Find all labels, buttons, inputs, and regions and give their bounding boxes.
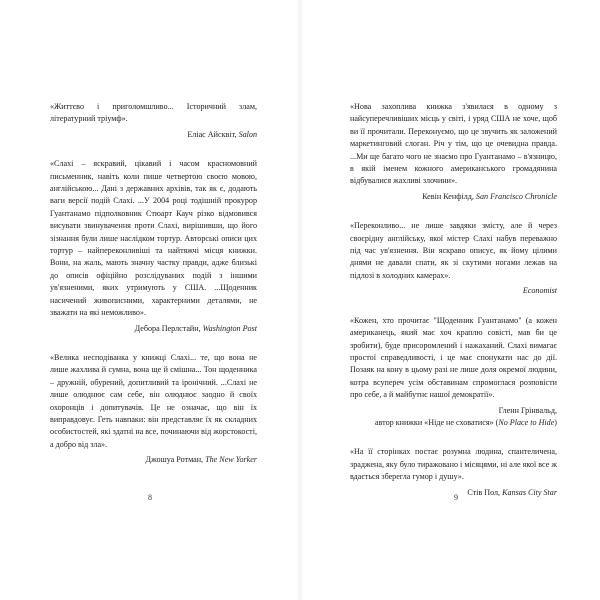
- page-number-left: 8: [148, 493, 152, 502]
- quote-author: Гленн Грінвальд,: [498, 405, 557, 415]
- quote-author: Кевін Кенфілд,: [422, 191, 474, 201]
- quote-source: Economist: [522, 286, 557, 296]
- review-quote-rothman: [50, 352, 257, 467]
- quote-source: Washington Post: [202, 323, 257, 333]
- review-quote-pearlstein: [50, 158, 257, 335]
- right-page: [300, 0, 600, 600]
- quote-source-prefix: автор книжки «Ніде не сховатися» (: [374, 417, 499, 427]
- review-quote-paul: [350, 446, 557, 499]
- quote-author: Джошуа Ротман,: [145, 455, 204, 465]
- quote-author: Стів Пол,: [467, 487, 501, 497]
- right-page-column: [350, 101, 557, 516]
- quote-text: «На її сторінках постає розумна людина, спантеличена, зраджена, яку було тиражовано і місяцями, ні але якої все ж вдається зберегла гумор і душу».: [350, 447, 557, 482]
- quote-source: Salon: [238, 129, 257, 139]
- quote-source: The New Yorker: [205, 455, 257, 465]
- review-quote-aisquith: [50, 101, 257, 141]
- quote-author: Дебора Перлстайн,: [134, 323, 201, 333]
- quote-attribution: [350, 285, 557, 297]
- quote-text: «Життєво і приголомшливо... Історичний злам, літературний тріумф».: [50, 102, 257, 124]
- quote-attribution: [50, 323, 257, 335]
- quote-attribution: [50, 454, 257, 466]
- quote-text: «Переконливо... не лише завдяки змісту, але й через своєрідну англійську, якої містер Слахі набув переважно під час ув'язнення. Він яскраво описує, як йому цілими днями не давали спати, як зі скутими ногами лежав на підлозі в холодних камерах».: [350, 221, 557, 280]
- quote-source-title: No Place to Hide: [498, 417, 555, 427]
- quote-source-suffix: ): [554, 417, 557, 427]
- quote-text: «Кожен, хто прочитає "Щоденник Гуантанамо" (а кожен американець, який має хоч краплю совісті, мав би це зробити), буде присоромлений і нажаханий. Слахі вимагає простої справедливості, і це має спонукати нас до дії. Позаяк на кону в цьому разі не лише доля окремої людини, котра всупереч усім обставинам спромоглася розповісти про себе, а й майбутнє нашої демократії».: [350, 315, 557, 400]
- quote-source: San Francisco Chronicle: [475, 191, 557, 201]
- quote-source: Kansas City Star: [502, 487, 557, 497]
- left-page-column: [50, 101, 257, 484]
- quote-text: «Нова захоплива книжка з'явилася в одному з найсуперечливіших місць у світі, і уряд США не хоче, щоб ви її прочитали. Переконуємо, що це звучить як заложений маркетинговий слоган. Річ у тім, що це очевидна правда. ...Ми ще багато чого не знаємо про Гуантанамо – в'язницю, в якій іменем кожного американського громадянина відбувалися жахливі злочини».: [350, 102, 557, 186]
- review-quote-canfield: [350, 101, 557, 203]
- review-quote-greenwald: [350, 315, 557, 430]
- quote-author: Еліас Айсквіт,: [187, 129, 237, 139]
- quote-attribution: [50, 129, 257, 141]
- quote-attribution: [350, 405, 557, 430]
- review-quote-economist: [350, 220, 557, 297]
- quote-text: «Велика несподіванка у книжці Слахі... те, що вона не лише жахлива й сумна, вона ще й смішна... Тон щоденника – дружній, обурений, допитливий та іронічний. ...Слахі не лише олюднює сам себе, він олюднює заодно й своїх охоронців і допитувачів. Це не означає, що він їх виправдовує. Геть навпаки: він представляє їх як складних особистостей, які здатні на все, починаючи від жорстокості, а добро від зла».: [50, 352, 257, 449]
- page-number-right: 9: [454, 493, 458, 502]
- quote-attribution: [350, 191, 557, 203]
- quote-text: «Слахі – яскравий, цікавий і часом красномовний письменник, навіть коли пише четвертою своєю мовою, англійською... Дані з державних архівів, так як є, додають ваги версії подій Слахі. ...У 2004 році тодішній прокурор Гуантанамо підполковник Стюарт Кауч різко відмовився висувати звинувачення проти Слахі, вирішивши, що його зізнання були лише наслідком тортур. Авторські описи цих тортур – найпереконливіші та найтяжчі місця книжки. Вони, на жаль, мають значну частку правди, адже близькі до описів офіційно розслідуваних подій з іншими ув'язненими, яких утримують у США. ...Щоденник насичений живописними, характерними деталями, не зважати на які неможливо».: [50, 159, 257, 318]
